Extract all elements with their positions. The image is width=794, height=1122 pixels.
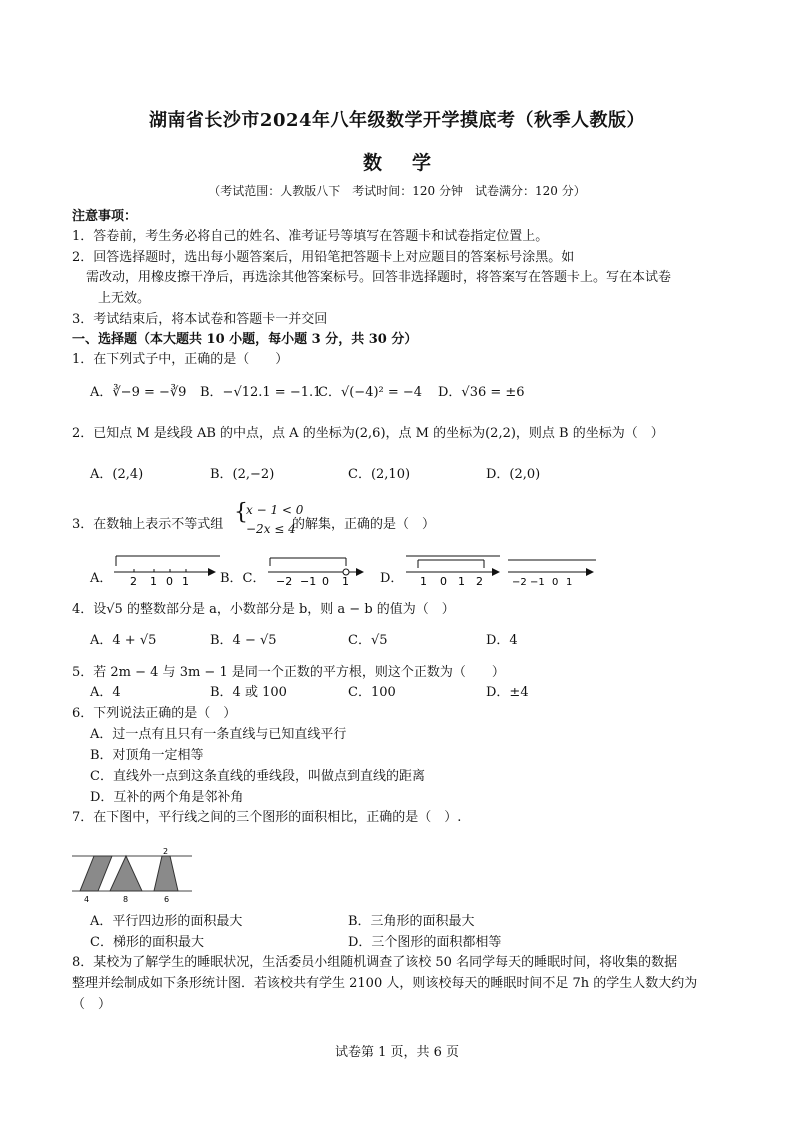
q4-option-a: A．4 + √5: [90, 633, 157, 648]
q7-option-d: D．三个图形的面积都相等: [348, 935, 502, 950]
trapezoid-shape: [154, 856, 178, 891]
q4-option-b: B．4 − √5: [210, 633, 277, 648]
exam-info: （考试范围：人教版八下 考试时间：120 分钟 试卷满分：120 分）: [208, 184, 586, 198]
system-line-1: x − 1 < 0: [246, 503, 304, 517]
subject-heading: 数学: [362, 152, 461, 174]
axis-tick-label: 2: [476, 575, 483, 588]
axis-tick-label: 0: [440, 575, 447, 588]
section-heading: 一、选择题（本大题共 10 小题，每小题 3 分，共 30 分）: [72, 332, 418, 347]
q3-option-a-label: A．: [90, 571, 113, 586]
parallelogram-shape: [80, 856, 112, 891]
axis-tick-label: 1: [342, 575, 349, 588]
parallel-shapes-figure: [70, 846, 196, 904]
exam-title: 湖南省长沙市2024年八年级数学开学摸底考（秋季人教版）: [148, 110, 646, 131]
question-3-stem-pre: 3．在数轴上表示不等式组: [72, 517, 224, 532]
figure-label: 4: [84, 895, 90, 904]
q1-option-a: A．∛−9 = −∛9: [90, 385, 187, 400]
question-7-stem: 7．在下图中，平行线之间的三个图形的面积相比，正确的是（ ）.: [72, 810, 462, 825]
notice-item: 需改动，用橡皮擦干净后，再选涂其他答案标号。回答非选择题时，将答案写在答题卡上。写在本试卷: [86, 270, 672, 285]
notice-item: 上无效。: [98, 291, 151, 306]
question-2-stem: 2．已知点 M 是线段 AB 的中点，点 A 的坐标为(2,6)，点 M 的坐标为(2,2)，则点 B 的坐标为（ ）: [72, 426, 664, 441]
q6-option-c: C．直线外一点到这条直线的垂线段，叫做点到直线的距离: [90, 769, 425, 784]
notice-item: 3．考试结束后，将本试卷和答题卡一并交回: [72, 312, 328, 327]
figure-label: 8: [123, 895, 129, 904]
q2-option-d: D．(2,0): [486, 467, 541, 482]
q6-option-b: B．对顶角一定相等: [90, 748, 204, 763]
axis-tick-label: −2: [276, 575, 293, 588]
notice-item: 2．回答选择题时，选出每小题答案后，用铅笔把答题卡上对应题目的答案标号涂黑。如: [72, 250, 575, 265]
q5-option-d: D．±4: [486, 685, 529, 700]
q2-option-c: C．(2,10): [348, 467, 411, 482]
brace-symbol: {: [234, 500, 248, 525]
triangle-shape: [110, 856, 142, 891]
number-line-e: [506, 552, 598, 588]
axis-tick-label: 1: [458, 575, 465, 588]
axis-tick-label: 1: [182, 575, 189, 588]
number-line-c: [266, 552, 368, 588]
axis-tick-label: 1: [566, 577, 573, 588]
number-line-a: [110, 552, 222, 588]
question-8-line: 8．某校为了解学生的睡眠状况，生活委员小组随机调查了该校 50 名同学每天的睡眠时间，将收集的数据: [72, 955, 678, 970]
axis-tick-label: −1: [530, 577, 545, 588]
q6-option-a: A．过一点有且只有一条直线与已知直线平行: [90, 727, 347, 742]
q1-option-d: D．√36 = ±6: [438, 385, 525, 400]
q2-option-a: A．(2,4): [90, 467, 144, 482]
q7-option-b: B．三角形的面积最大: [348, 914, 475, 929]
q4-option-c: C．√5: [348, 633, 388, 648]
axis-tick-label: 1: [150, 575, 157, 588]
number-line-d: [404, 552, 504, 588]
question-3-stem-post: 的解集，正确的是（ ）: [292, 517, 436, 532]
axis-tick-label: 1: [420, 575, 427, 588]
q5-option-c: C．100: [348, 685, 396, 700]
q1-option-c: C．√(−4)² = −4: [318, 385, 423, 400]
axis-tick-label: 2: [130, 575, 137, 588]
axis-tick-label: 0: [166, 575, 173, 588]
figure-label: 6: [164, 895, 170, 904]
q6-option-d: D．互补的两个角是邻补角: [90, 790, 244, 805]
q1-option-b: B．−√12.1 = −1.1: [200, 385, 322, 400]
q7-option-a: A．平行四边形的面积最大: [90, 914, 243, 929]
question-8-line: （ ）: [72, 997, 112, 1012]
figure-label: 2: [163, 847, 169, 856]
q4-option-d: D．4: [486, 633, 518, 648]
q2-option-b: B．(2,−2): [210, 467, 275, 482]
notice-item: 1．答卷前，考生务必将自己的姓名、准考证号等填写在答题卡和试卷指定位置上。: [72, 229, 549, 244]
axis-tick-label: −1: [300, 575, 317, 588]
q5-option-b: B．4 或 100: [210, 685, 287, 700]
q5-option-a: A．4: [90, 685, 121, 700]
question-8-line: 整理并绘制成如下条形统计图．若该校共有学生 2100 人，则该校每天的睡眠时间不足 7h 的学生人数大约为: [72, 976, 698, 991]
axis-tick-label: 0: [552, 577, 559, 588]
q7-option-c: C．梯形的面积最大: [90, 935, 204, 950]
axis-tick-label: −2: [512, 577, 527, 588]
page-footer: 试卷第 1 页，共 6 页: [334, 1045, 460, 1060]
question-4-stem: 4．设√5 的整数部分是 a，小数部分是 b，则 a − b 的值为（ ）: [72, 602, 455, 617]
question-6-stem: 6．下列说法正确的是（ ）: [72, 706, 237, 721]
question-5-stem: 5．若 2m − 4 与 3m − 1 是同一个正数的平方根，则这个正数为（ ）: [72, 665, 505, 680]
system-line-2: −2x ≤ 4: [246, 522, 296, 536]
axis-tick-label: 0: [322, 575, 329, 588]
question-1-stem: 1．在下列式子中，正确的是（ ）: [72, 352, 289, 367]
q3-option-d-label: D．: [380, 571, 404, 586]
q3-option-bc-label: B．C．: [220, 571, 266, 586]
notice-heading: 注意事项：: [72, 209, 138, 224]
